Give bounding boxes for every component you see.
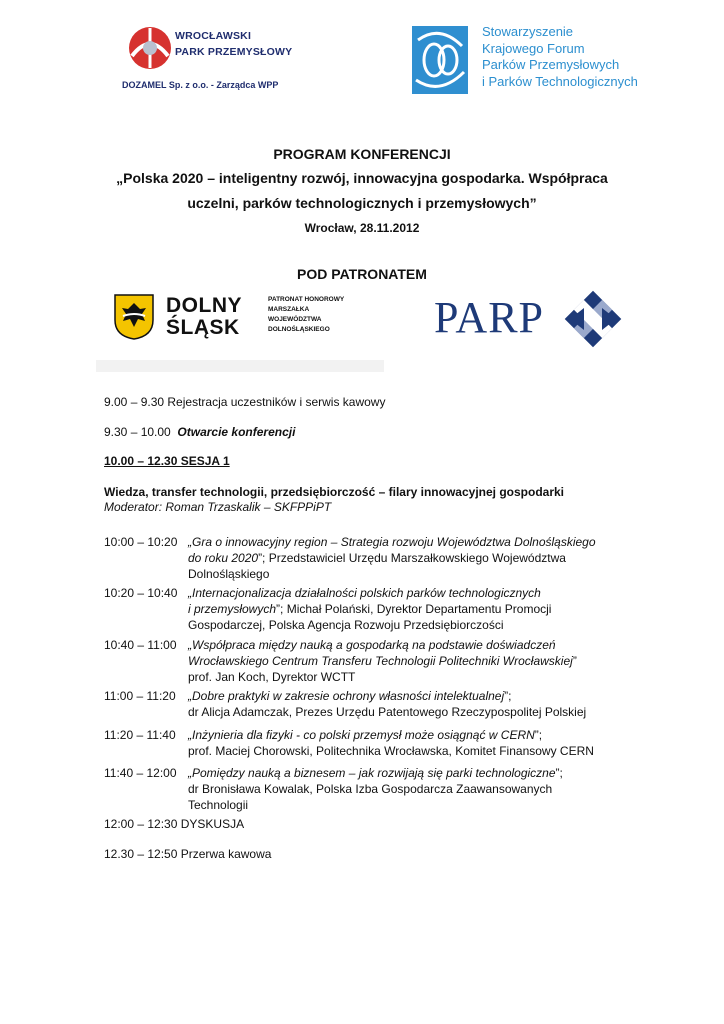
talk-title: „Dobre praktyki w zakresie ochrony własności intelektualnej — [188, 689, 505, 703]
conference-date: Wrocław, 28.11.2012 — [304, 221, 420, 235]
ds-patronage-line: MARSZAŁKA — [268, 306, 310, 313]
ds-patronage-line: PATRONAT HONOROWY — [268, 296, 345, 303]
slask-word: ŚLĄSK — [166, 316, 240, 339]
wpp-logo — [120, 22, 310, 94]
talk-title: Wrocławskiego Centrum Transferu Technologii Politechniki Wrocławskiej — [188, 654, 573, 668]
wpp-name-line2: PARK PRZEMYSŁOWY — [175, 46, 293, 58]
talk-title: i przemysłowych — [188, 602, 277, 616]
wpp-manager: DOZAMEL Sp. z o.o. - Zarządca WPP — [122, 80, 279, 90]
agenda-registration: 9.00 – 9.30 Rejestracja uczestników i serwis kawowy — [104, 395, 386, 409]
agenda-opening — [104, 424, 295, 440]
agenda-item-time: 10:40 – 11:00 — [104, 638, 177, 652]
talk-title: „Pomiędzy nauką a biznesem – jak rozwijają się parki technologiczne — [188, 766, 556, 780]
conference-title-line2: uczelni, parków technologicznych i przemysłowych” — [187, 195, 537, 211]
agenda-item — [104, 585, 644, 633]
agenda-item-time: 11:20 – 11:40 — [104, 728, 176, 742]
parp-wordmark: PARP — [434, 293, 545, 342]
talk-title: „Internacjonalizacja działalności polskich parków technologicznych — [188, 586, 541, 600]
program-heading: PROGRAM KONFERENCJI — [273, 146, 451, 162]
ds-patronage-line: WOJEWÓDZTWA — [268, 316, 322, 323]
patronage-heading: POD PATRONATEM — [297, 266, 427, 282]
talk-speaker: ” — [572, 654, 577, 668]
agenda-item — [104, 637, 644, 685]
dolny-word: DOLNY — [166, 294, 242, 317]
skf-emblem-icon — [412, 26, 468, 94]
wpp-name-line1: WROCŁAWSKI — [175, 30, 252, 42]
talk-punct: ”; — [534, 728, 543, 742]
parp-arrows-icon — [560, 286, 626, 352]
agenda-item-time: 10:20 – 10:40 — [104, 586, 178, 600]
skf-name — [482, 24, 638, 90]
ds-patronage-line: DOLNOŚLĄSKIEGO — [268, 326, 330, 333]
session-heading: 10.00 – 12.30 SESJA 1 — [104, 454, 230, 468]
opening-time: 9.30 – 10.00 — [104, 425, 171, 439]
agenda-item-time: 11:40 – 12:00 — [104, 766, 177, 780]
agenda-item — [104, 727, 644, 759]
talk-title: „Gra o innowacyjny region – Strategia rozwoju Województwa Dolnośląskiego — [188, 535, 596, 549]
agenda-item-time: 10:00 – 10:20 — [104, 535, 178, 549]
divider-band — [96, 360, 384, 372]
agenda-discussion: 12:00 – 12:30 DYSKUSJA — [104, 817, 245, 831]
skf-line: Stowarzyszenie — [482, 24, 574, 39]
agenda-item — [104, 534, 644, 582]
talk-speaker: prof. Jan Koch, Dyrektor WCTT — [188, 670, 356, 684]
skf-logo — [412, 26, 712, 98]
skf-line: Parków Przemysłowych — [482, 57, 620, 72]
agenda-item — [104, 688, 644, 720]
dolny-slask-logo — [114, 294, 384, 342]
opening-label: Otwarcie konferencji — [177, 425, 296, 439]
coat-of-arms-icon — [114, 294, 154, 340]
conference-title-line1: „Polska 2020 – inteligentny rozwój, innowacyjna gospodarka. Współpraca — [116, 170, 608, 186]
session-theme: Wiedza, transfer technologii, przedsiębiorczość – filary innowacyjnej gospodarki — [104, 485, 565, 499]
talk-speaker: ”; Przedstawiciel Urzędu Marszałkowskiego Województwa — [258, 551, 566, 565]
agenda-coffee-break: 12.30 – 12:50 Przerwa kawowa — [104, 847, 272, 861]
talk-speaker: Gospodarczej, Polska Agencja Rozwoju Przedsiębiorczości — [188, 618, 504, 632]
agenda-item — [104, 765, 644, 813]
talk-speaker: ”; Michał Polański, Dyrektor Departamentu Promocji — [276, 602, 552, 616]
session-moderator: Moderator: Roman Trzaskalik – SKFPPiPT — [104, 500, 332, 514]
talk-punct: ”; — [504, 689, 512, 703]
skf-line: Krajowego Forum — [482, 40, 585, 56]
talk-speaker: prof. Maciej Chorowski, Politechnika Wrocławska, Komitet Finansowy CERN — [188, 744, 594, 758]
talk-speaker: dr Bronisława Kowalak, Polska Izba Gospodarcza Zaawansowanych — [188, 782, 553, 796]
talk-title: „Współpraca między nauką a gospodarką na podstawie doświadczeń — [188, 638, 556, 652]
talk-speaker: Technologii — [188, 798, 249, 812]
skf-line: i Parków Technologicznych — [482, 73, 638, 89]
talk-title: „Inżynieria dla fizyki - co polski przemysł może osiągnąć w CERN — [188, 728, 535, 742]
talk-title: do roku 2020 — [188, 551, 259, 565]
parp-logo — [434, 286, 630, 354]
talk-speaker: dr Alicja Adamczak, Prezes Urzędu Patentowego Rzeczypospolitej Polskiej — [188, 705, 587, 719]
agenda-item-time: 11:00 – 11:20 — [104, 689, 176, 703]
wpp-emblem-icon — [128, 26, 172, 70]
talk-speaker: Dolnośląskiego — [188, 567, 270, 581]
talk-punct: ”; — [555, 766, 563, 780]
